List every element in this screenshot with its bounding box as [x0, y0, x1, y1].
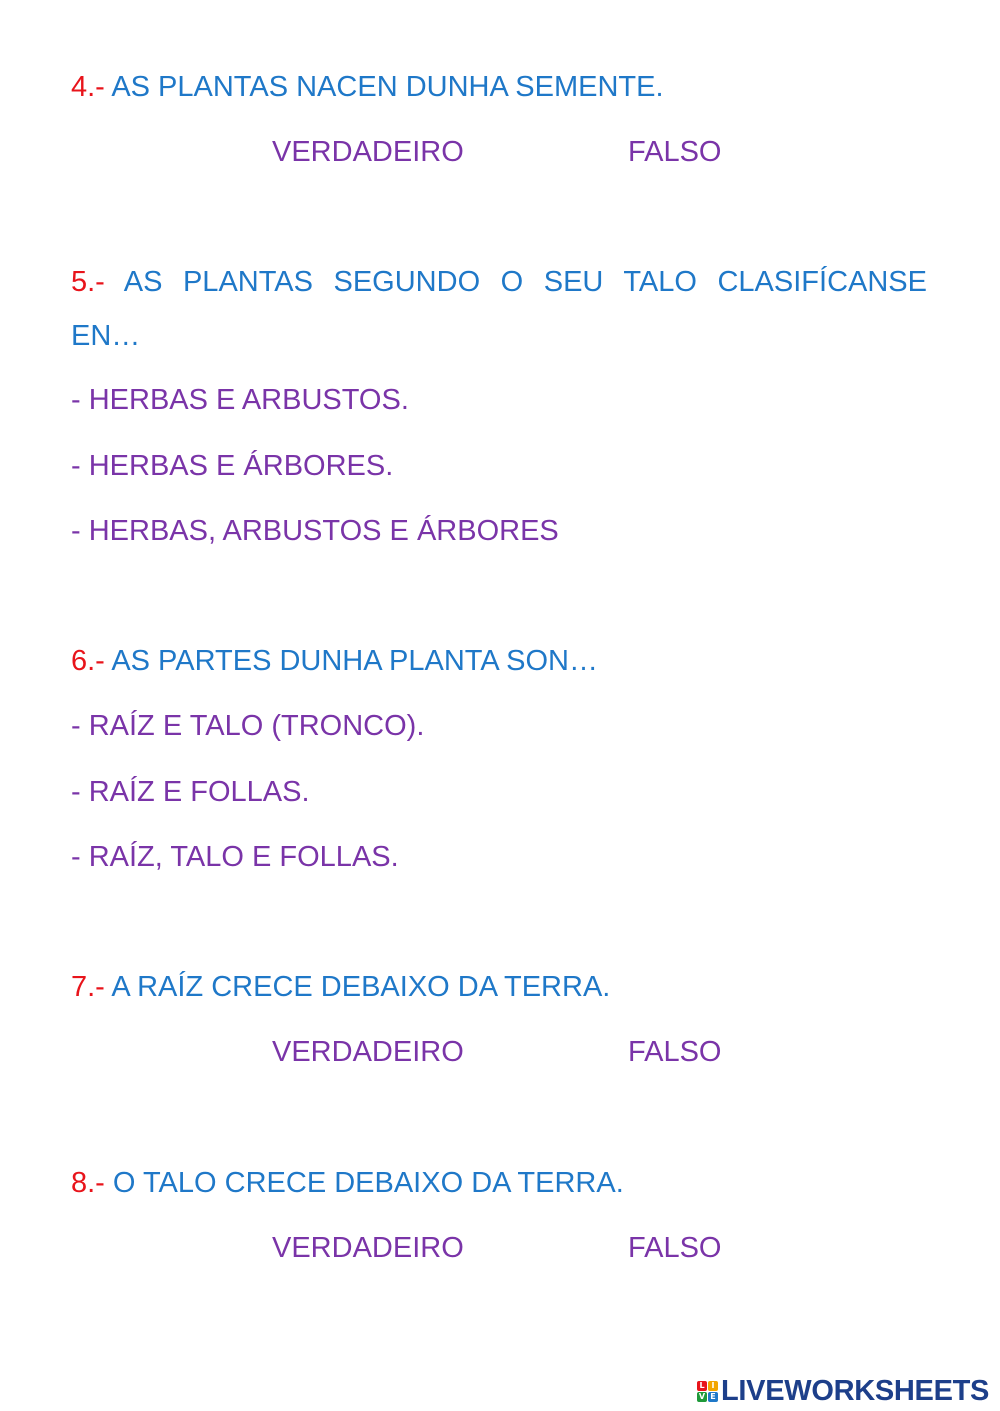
question-word: TALO: [623, 266, 697, 298]
logo-text: LIVEWORKSHEETS: [721, 1374, 990, 1407]
question-word: SEGUNDO: [333, 266, 481, 298]
question-7: [71, 973, 610, 1002]
question-text: O TALO CRECE DEBAIXO DA TERRA.: [112, 1167, 624, 1199]
answer-option[interactable]: - RAÍZ E TALO (TRONCO).: [71, 710, 425, 742]
answer-option[interactable]: - HERBAS E ÁRBORES.: [71, 450, 394, 482]
logo-icon-tile: E: [708, 1392, 718, 1402]
question-number: 6.-: [71, 645, 105, 677]
answer-true-option[interactable]: VERDADEIRO: [272, 136, 464, 168]
answer-option[interactable]: - RAÍZ E FOLLAS.: [71, 776, 310, 808]
question-5: [71, 268, 927, 297]
answer-false-option[interactable]: FALSO: [628, 136, 722, 168]
answer-false-option[interactable]: FALSO: [628, 1232, 722, 1264]
question-text: A RAÍZ CRECE DEBAIXO DA TERRA.: [111, 971, 611, 1003]
question-number: 8.-: [71, 1167, 105, 1199]
logo-icon-tile: I: [708, 1381, 718, 1391]
question-text-continuation: EN…: [71, 320, 141, 352]
question-number: 7.-: [71, 971, 105, 1003]
answer-option[interactable]: - HERBAS E ARBUSTOS.: [71, 384, 409, 416]
answer-option[interactable]: - HERBAS, ARBUSTOS E ÁRBORES: [71, 515, 559, 547]
question-word: O: [500, 266, 524, 298]
logo-icon-tile: L: [697, 1381, 707, 1391]
answer-option[interactable]: - RAÍZ, TALO E FOLLAS.: [71, 841, 399, 873]
question-number: 4.-: [71, 71, 105, 103]
question-number: 5.-: [71, 266, 105, 298]
question-word: CLASIFÍCANSE: [717, 266, 927, 298]
liveworksheets-logo-icon: [697, 1381, 718, 1402]
answer-true-option[interactable]: VERDADEIRO: [272, 1036, 464, 1068]
liveworksheets-logo: [697, 1376, 989, 1406]
answer-false-option[interactable]: FALSO: [628, 1036, 722, 1068]
logo-icon-tile: V: [698, 1391, 706, 1401]
question-text: AS PLANTAS NACEN DUNHA SEMENTE.: [111, 71, 664, 103]
question-word: AS: [123, 266, 163, 298]
question-text: AS PARTES DUNHA PLANTA SON…: [111, 645, 598, 677]
question-8: [71, 1169, 624, 1198]
question-word: SEU: [543, 266, 604, 298]
answer-true-option[interactable]: VERDADEIRO: [272, 1232, 464, 1264]
question-4: [71, 73, 664, 102]
question-6: [71, 647, 598, 676]
question-word: PLANTAS: [182, 266, 313, 298]
